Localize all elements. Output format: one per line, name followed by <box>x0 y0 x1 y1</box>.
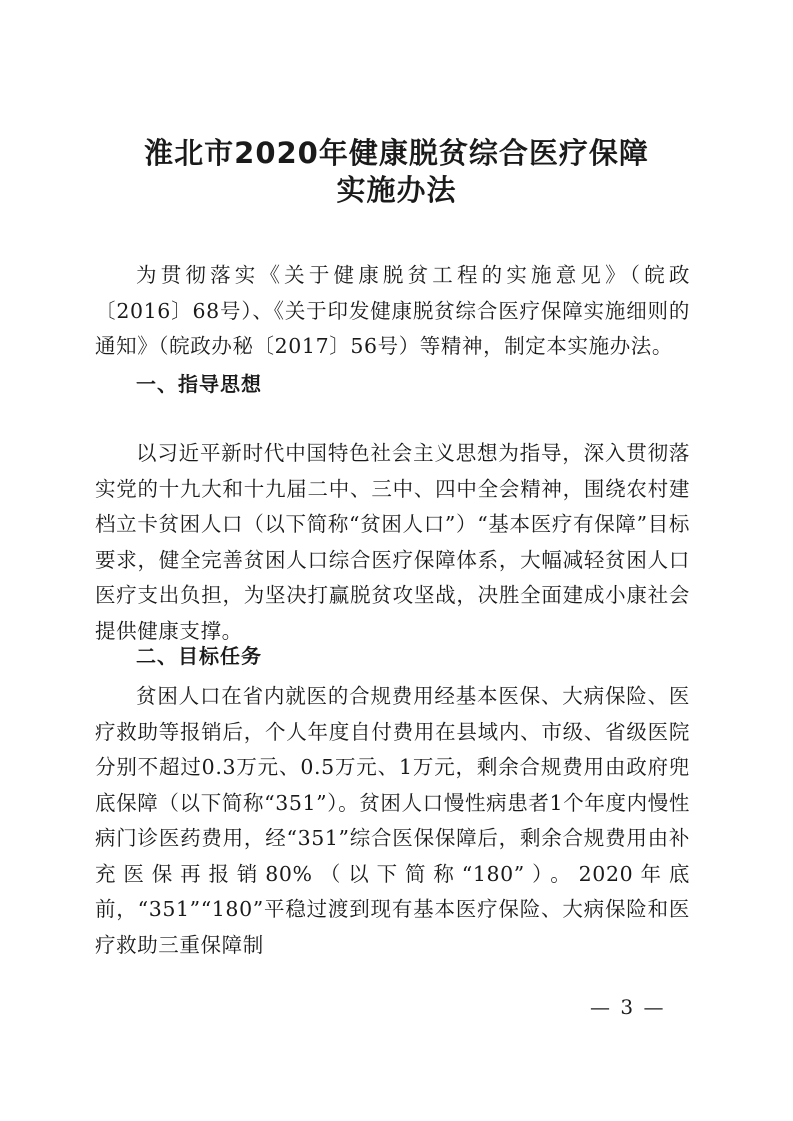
document-title-line-1: 淮北市2020年健康脱贫综合医疗保障 <box>144 136 649 170</box>
document-title-line-2: 实施办法 <box>336 173 457 207</box>
section-1-heading: 一、指导思想 <box>136 372 262 396</box>
section-1-paragraph: 以习近平新时代中国特色社会主义思想为指导，深入贯彻落实党的十九大和十九届二中、三中、四中全会精神，围绕农村建档立卡贫困人口（以下简称“贫困人口”）“基本医疗有保障”目标要求，健全完善贫困人口综合医疗保障体系，大幅减轻贫困人口医疗支出负担，为坚决打赢脱贫攻坚战，决胜全面建成小康社会提供健康支撑。 <box>95 441 690 643</box>
intro-paragraph: 为贯彻落实《关于健康脱贫工程的实施意见》（皖政〔2016〕68号）、《关于印发健康脱贫综合医疗保障实施细则的通知》（皖政办秘〔2017〕56号）等精神，制定本实施办法。 <box>95 263 690 358</box>
section-2-paragraph: 贫困人口在省内就医的合规费用经基本医保、大病保险、医疗救助等报销后，个人年度自付费用在县域内、市级、省级医院分别不超过0.3万元、0.5万元、1万元，剩余合规费用由政府兜底保障（以下简称“351”）。贫困人口慢性病患者1个年度内慢性病门诊医药费用，经“351”综合医保保障后，剩余合规费用由补充医保再报销80%（以下简称“180”）。2020年底前，“351”“180”平稳过渡到现有基本医疗保险、大病保险和医疗救助三重保障制 <box>95 684 690 957</box>
section-2-heading: 二、目标任务 <box>136 644 262 668</box>
page-number: — 3 — <box>590 995 666 1019</box>
